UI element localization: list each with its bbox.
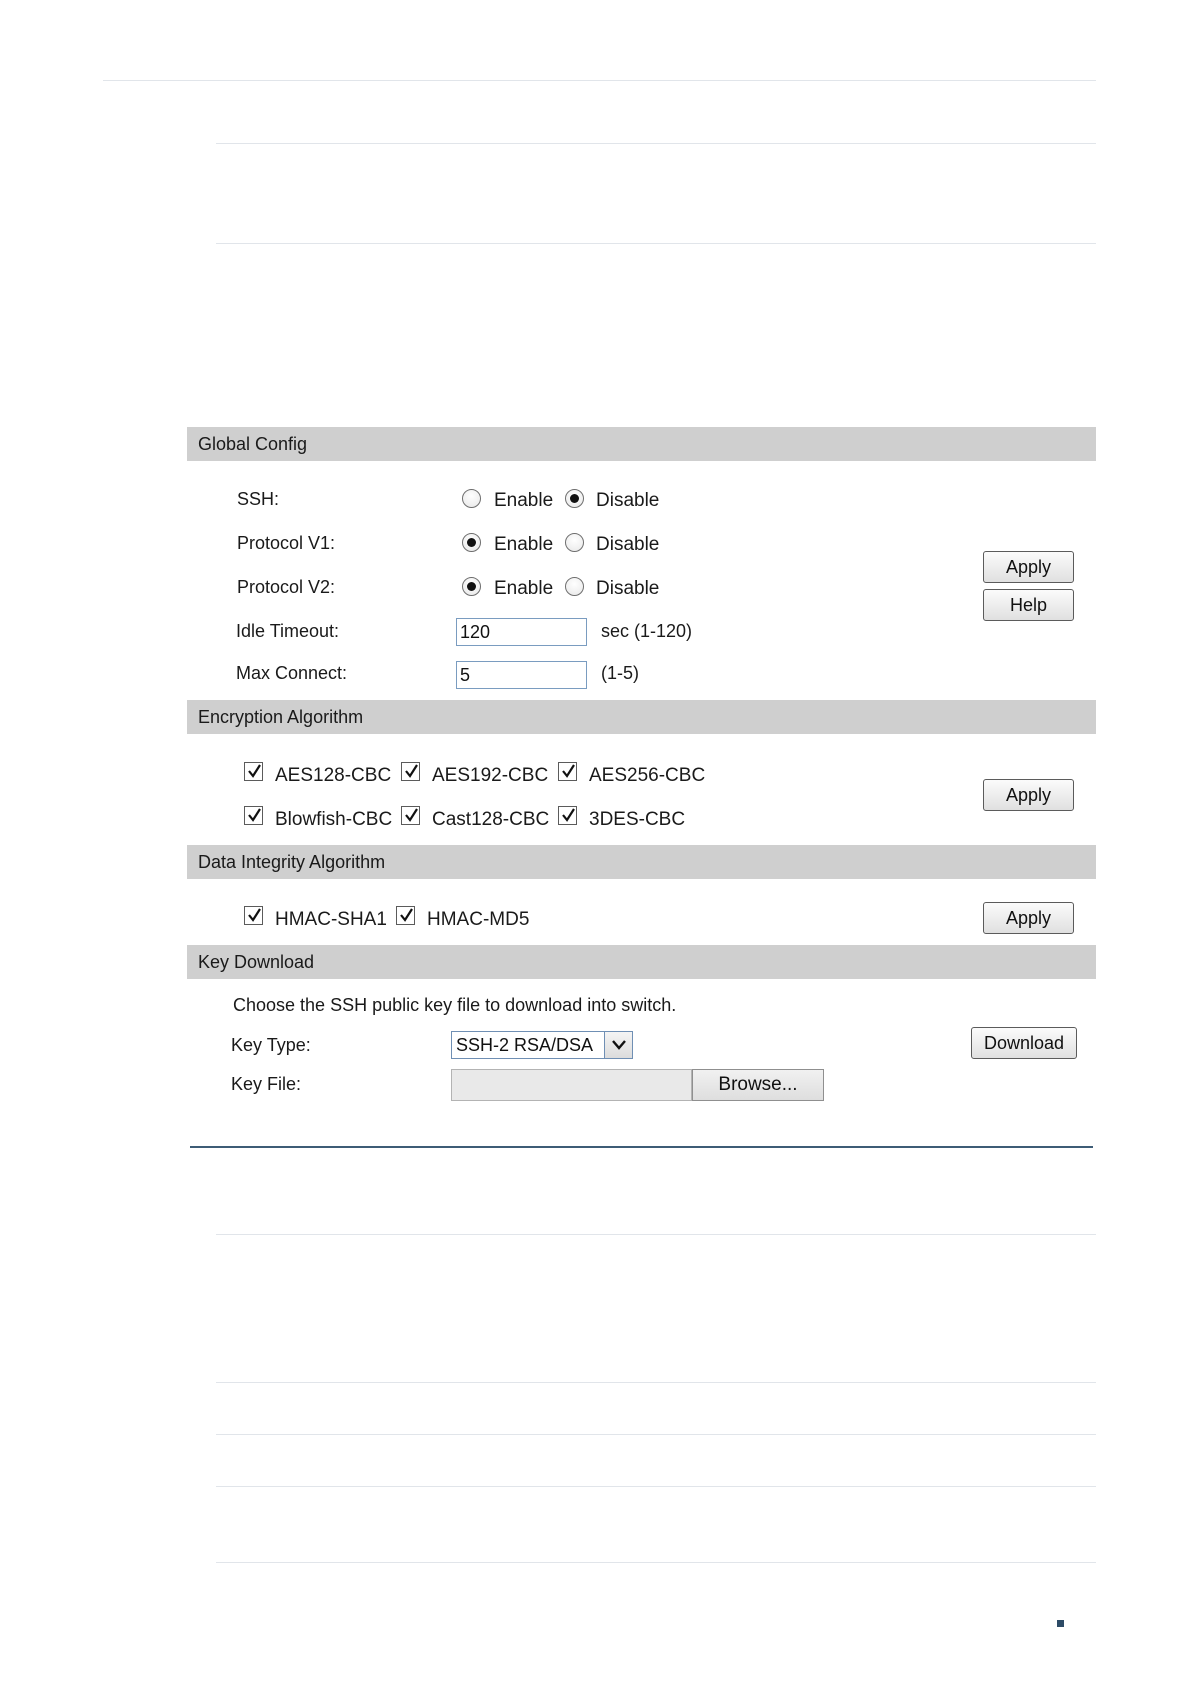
figure-bottom-rule xyxy=(190,1146,1093,1148)
3des-cbc-checkbox[interactable] xyxy=(558,806,577,825)
cast128-cbc-checkbox[interactable] xyxy=(401,806,420,825)
idle-timeout-label: Idle Timeout: xyxy=(236,621,340,641)
key-file-label: Key File: xyxy=(231,1074,302,1094)
aes192-cbc-checkbox[interactable] xyxy=(401,762,420,781)
browse-button[interactable]: Browse... xyxy=(692,1069,824,1101)
max-connect-input[interactable] xyxy=(456,661,587,689)
protocol-v1-disable-radio[interactable] xyxy=(565,533,584,552)
key-download-header: Key Download xyxy=(187,945,1096,979)
idle-timeout-hint: sec (1-120) xyxy=(601,621,693,641)
protocol-v1-disable-label: Disable xyxy=(596,534,660,555)
key-download-description: Choose the SSH public key file to download into switch. xyxy=(233,995,677,1015)
blowfish-cbc-checkbox[interactable] xyxy=(244,806,263,825)
global-config-header: Global Config xyxy=(187,427,1096,461)
table-rule xyxy=(216,1562,1096,1563)
check-icon xyxy=(560,807,577,824)
protocol-v1-enable-label: Enable xyxy=(494,534,554,555)
hmac-sha1-checkbox[interactable] xyxy=(244,906,263,925)
cast128-cbc-label: Cast128-CBC xyxy=(432,809,550,830)
ssh-enable-label: Enable xyxy=(494,490,554,511)
table-rule xyxy=(216,143,1096,144)
protocol-v1-enable-radio[interactable] xyxy=(462,533,481,552)
key-type-label: Key Type: xyxy=(231,1035,311,1055)
max-connect-hint: (1-5) xyxy=(601,663,640,683)
check-icon xyxy=(403,807,420,824)
encryption-apply-button[interactable]: Apply xyxy=(983,779,1074,811)
integrity-apply-button[interactable]: Apply xyxy=(983,902,1074,934)
check-icon xyxy=(246,907,263,924)
hmac-md5-label: HMAC-MD5 xyxy=(427,909,530,930)
aes256-cbc-checkbox[interactable] xyxy=(558,762,577,781)
protocol-v2-disable-radio[interactable] xyxy=(565,577,584,596)
data-integrity-algorithm-header: Data Integrity Algorithm xyxy=(187,845,1096,879)
protocol-v2-label: Protocol V2: xyxy=(237,577,336,597)
ssh-enable-radio[interactable] xyxy=(462,489,481,508)
table-rule xyxy=(216,1434,1096,1435)
table-rule xyxy=(216,243,1096,244)
ssh-disable-label: Disable xyxy=(596,490,660,511)
ssh-disable-radio[interactable] xyxy=(565,489,584,508)
header-rule xyxy=(103,80,1096,81)
chevron-down-icon[interactable] xyxy=(604,1032,632,1058)
protocol-v2-enable-label: Enable xyxy=(494,578,554,599)
hmac-md5-checkbox[interactable] xyxy=(396,906,415,925)
protocol-v2-disable-label: Disable xyxy=(596,578,660,599)
protocol-v2-enable-radio[interactable] xyxy=(462,577,481,596)
encryption-algorithm-header: Encryption Algorithm xyxy=(187,700,1096,734)
table-rule xyxy=(216,1382,1096,1383)
blowfish-cbc-label: Blowfish-CBC xyxy=(275,809,393,830)
key-type-select[interactable] xyxy=(451,1031,633,1059)
key-file-path[interactable] xyxy=(451,1069,692,1101)
aes128-cbc-label: AES128-CBC xyxy=(275,765,392,786)
check-icon xyxy=(246,763,263,780)
check-icon xyxy=(398,907,415,924)
check-icon xyxy=(560,763,577,780)
check-icon xyxy=(246,807,263,824)
global-apply-button[interactable]: Apply xyxy=(983,551,1074,583)
check-icon xyxy=(403,763,420,780)
download-button[interactable]: Download xyxy=(971,1027,1077,1059)
hmac-sha1-label: HMAC-SHA1 xyxy=(275,909,387,930)
table-rule xyxy=(216,1234,1096,1235)
key-type-value: SSH-2 RSA/DSA xyxy=(456,1035,594,1055)
max-connect-label: Max Connect: xyxy=(236,663,348,683)
help-button[interactable]: Help xyxy=(983,589,1074,621)
protocol-v1-label: Protocol V1: xyxy=(237,533,336,553)
table-rule xyxy=(216,1486,1096,1487)
aes192-cbc-label: AES192-CBC xyxy=(432,765,549,786)
page-marker xyxy=(1057,1620,1064,1627)
aes128-cbc-checkbox[interactable] xyxy=(244,762,263,781)
aes256-cbc-label: AES256-CBC xyxy=(589,765,706,786)
idle-timeout-input[interactable] xyxy=(456,618,587,646)
ssh-label: SSH: xyxy=(237,489,280,509)
3des-cbc-label: 3DES-CBC xyxy=(589,809,686,830)
